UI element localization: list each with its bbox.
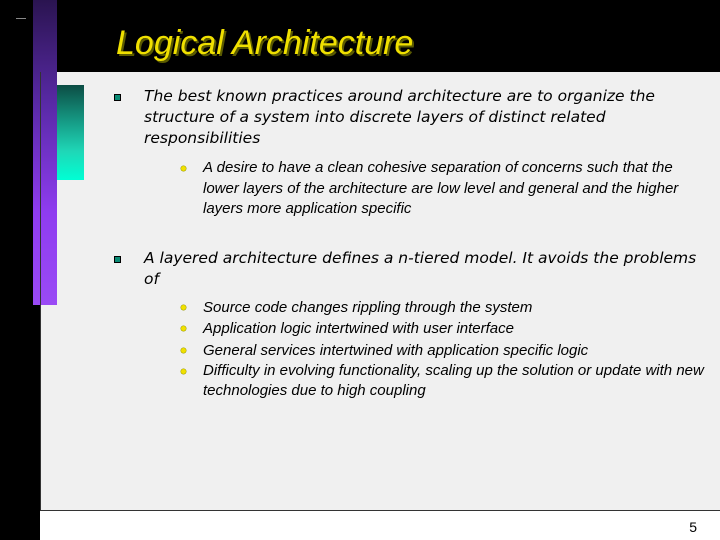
sub-bullet-text: Difficulty in evolving functionality, scaling up the solution or update with new technologies due to high coupling <box>203 362 704 399</box>
sub-bullet-text: A desire to have a clean cohesive separation of concerns such that the lower layers of the architecture are low level and general and the higher layers more application specific <box>203 159 679 217</box>
sub-bullet-text: Application logic intertwined with user interface <box>203 320 514 337</box>
bullet-text: The best known practices around architecture are to organize the structure of a system into discrete layers of distinct related responsibilities <box>144 87 655 147</box>
sub-bullet-text: General services intertwined with application specific logic <box>203 341 589 359</box>
square-bullet-icon <box>114 94 121 101</box>
sub-bullet-item <box>144 318 704 340</box>
bullet-list <box>114 86 704 401</box>
teal-accent-block <box>57 85 84 180</box>
dot-bullet-icon <box>181 348 186 353</box>
bullet-item <box>114 86 704 220</box>
dot-bullet-icon <box>181 369 186 374</box>
sub-bullet-item <box>144 158 704 220</box>
dot-bullet-icon <box>181 166 186 171</box>
vertical-divider-line <box>40 72 41 512</box>
bullet-item <box>114 248 704 402</box>
square-bullet-icon <box>114 256 121 263</box>
sub-bullet-text: Source code changes rippling through the system <box>203 298 533 316</box>
dot-bullet-icon <box>181 305 186 310</box>
sub-bullet-item <box>144 297 704 319</box>
dot-bullet-icon <box>181 326 186 331</box>
sub-bullet-item <box>144 340 704 362</box>
sub-bullet-list <box>144 297 704 402</box>
bullet-text: A layered architecture defines a n-tiered model. It avoids the problems of <box>144 248 697 288</box>
sub-bullet-item <box>144 361 704 401</box>
slide-title: Logical Architecture <box>116 24 414 62</box>
sub-bullet-list <box>144 158 704 220</box>
footer-strip <box>40 511 720 540</box>
page-number: 5 <box>689 519 697 535</box>
content-panel-extension <box>40 367 112 502</box>
corner-tick-mark <box>16 18 26 19</box>
purple-accent-bar <box>33 0 57 305</box>
